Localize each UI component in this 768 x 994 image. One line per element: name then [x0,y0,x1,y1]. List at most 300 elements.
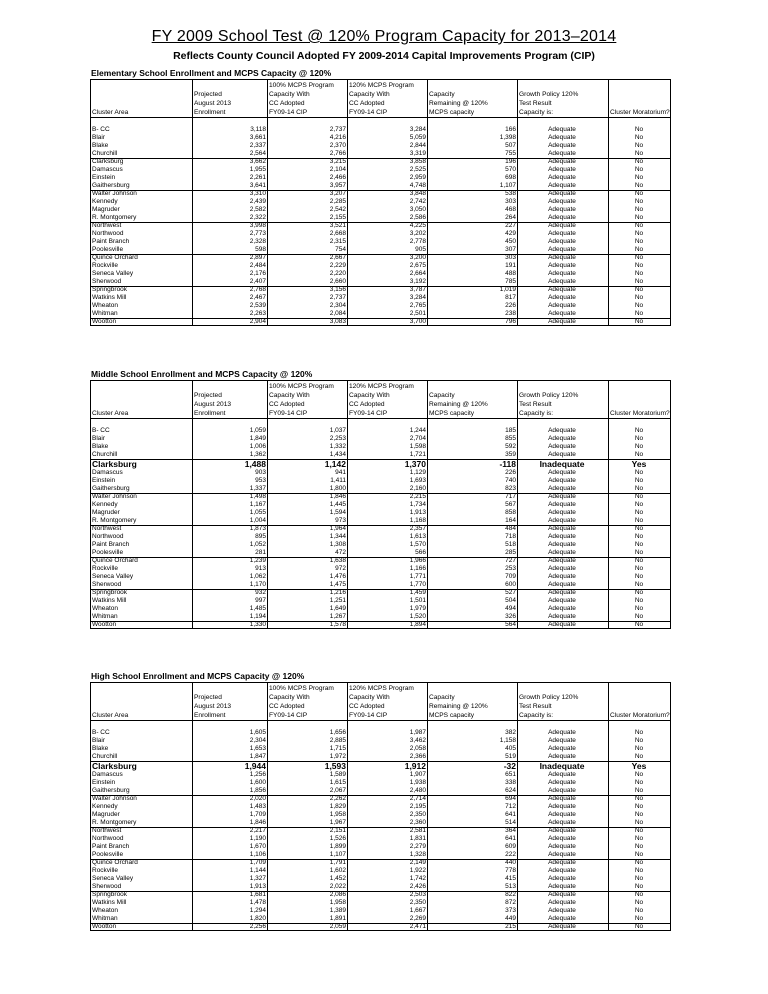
test-result-cell: Adequate [548,859,576,866]
projected-enrollment-cell: 2,304 [249,737,266,744]
cluster-moratorium-cell: No [634,891,644,898]
cluster-moratorium-cell: No [634,254,644,261]
capacity-120-cell: 2,581 [409,827,426,834]
capacity-remaining-cell: 796 [505,318,516,325]
header-line: Growth Policy 120% [519,91,579,98]
capacity-120-cell: 1,168 [409,517,426,524]
capacity-remaining-cell: 264 [505,214,516,221]
middle-school-section [90,368,670,629]
table-row [90,485,670,493]
header-line: FY09-14 CIP [269,410,308,417]
cluster-area-cell: Wheaton [92,605,119,612]
projected-enrollment-cell: 281 [255,549,266,556]
cluster-area-cell: Gaithersburg [92,182,130,189]
cluster-area-cell: Poolesville [92,549,124,556]
capacity-remaining-cell: 359 [505,451,516,458]
cluster-moratorium-cell: No [634,451,644,458]
header-line: Cluster Area [92,712,129,719]
test-result-cell: Adequate [548,294,576,301]
cluster-area-cell: Einstein [92,779,116,786]
cluster-moratorium-cell: Yes [631,761,647,771]
cluster-moratorium-cell: No [634,851,644,858]
capacity-100-cell: 3,215 [329,158,346,165]
header-lines [349,81,426,117]
header-line: August 2013 [194,100,232,107]
test-result-cell: Adequate [548,270,576,277]
projected-enrollment-cell: 1,059 [249,427,266,434]
projected-enrollment-cell: 2,484 [249,262,266,269]
cluster-area-cell: Churchill [92,753,118,760]
capacity-100-cell: 1,972 [329,753,346,760]
cluster-area-cell: Sherwood [92,278,122,285]
capacity-120-cell: 2,426 [409,883,426,890]
capacity-remaining-cell: 651 [505,771,516,778]
capacity-remaining-cell: 641 [505,835,516,842]
capacity-remaining-cell: 449 [505,915,516,922]
cluster-moratorium-cell: No [634,753,644,760]
cluster-area-cell: Magruder [92,206,120,213]
capacity-100-cell: 3,207 [329,190,346,197]
projected-enrollment-cell: 3,118 [250,126,266,133]
header-capacity-100 [267,380,347,418]
projected-enrollment-cell: 2,020 [249,795,266,802]
test-result-cell: Adequate [548,230,576,237]
capacity-remaining-cell: 222 [505,851,516,858]
capacity-120-cell: 1,922 [409,867,426,874]
cluster-area-cell: Watkins Mill [92,597,127,604]
projected-enrollment-cell: 2,768 [249,286,266,293]
table-row [90,581,670,589]
table-bottom-border [90,325,670,326]
cluster-moratorium-cell: No [634,843,644,850]
cluster-area-cell: Rockville [92,262,119,269]
projected-enrollment-cell: 2,337 [249,142,266,149]
cluster-area-cell: Wootton [92,923,117,930]
capacity-remaining-cell: 303 [505,254,516,261]
projected-enrollment-cell: 1,856 [249,787,266,794]
cluster-area-cell: Clarksburg [92,761,137,771]
capacity-100-cell: 2,542 [329,206,346,213]
capacity-120-cell: 3,284 [409,294,426,301]
projected-enrollment-cell: 1,327 [249,875,266,882]
header-lines [429,693,516,720]
capacity-100-cell: 1,791 [329,859,346,866]
table-row [90,883,670,891]
capacity-remaining-cell: 609 [505,843,516,850]
capacity-remaining-cell: 226 [505,469,516,476]
table-row [90,915,670,923]
cluster-moratorium-cell: No [634,485,644,492]
test-result-cell: Adequate [548,875,576,882]
cluster-area-cell: Northwest [92,525,122,532]
test-result-cell: Adequate [548,493,576,500]
header-line: Capacity With [269,91,310,98]
cluster-area-cell: B- CC [92,427,110,434]
table-header [90,682,670,720]
table-row [90,851,670,859]
cluster-moratorium-cell: No [634,729,644,736]
table-row [90,891,670,899]
capacity-100-cell: 1,037 [329,427,346,434]
capacity-100-cell: 2,737 [329,126,346,133]
header-lines [519,391,607,418]
cluster-moratorium-cell: No [634,443,644,450]
test-result-cell: Adequate [548,525,576,532]
projected-enrollment-cell: 1,820 [249,915,266,922]
capacity-120-cell: 2,959 [409,174,426,181]
group-divider [90,795,670,796]
test-result-cell: Adequate [548,427,576,434]
capacity-remaining-cell: 429 [505,230,516,237]
table-row [90,174,670,182]
capacity-remaining-cell: 227 [505,222,516,229]
capacity-100-cell: 1,715 [329,745,346,752]
table-row [90,198,670,206]
test-result-cell: Adequate [548,621,576,628]
projected-enrollment-cell: 2,439 [249,198,266,205]
group-divider [90,222,670,223]
table-row [90,565,670,573]
header-lines [519,693,607,720]
test-result-cell: Adequate [548,158,576,165]
table-row [90,613,670,621]
capacity-120-cell: 4,225 [409,222,426,229]
test-result-cell: Adequate [548,581,576,588]
projected-enrollment-cell: 1,004 [249,517,266,524]
header-lines [194,693,266,720]
high-school-section [90,670,670,931]
capacity-120-cell: 1,770 [409,581,426,588]
header-line: Projected [194,91,222,98]
cluster-area-cell: Kennedy [92,501,118,508]
capacity-100-cell: 2,370 [329,142,346,149]
test-result-cell: Adequate [548,779,576,786]
table-row [90,134,670,142]
group-divider [90,891,670,892]
capacity-120-cell: 2,215 [409,493,426,500]
capacity-100-cell: 1,344 [329,533,346,540]
header-capacity-remaining [427,682,517,720]
cluster-area-cell: Clarksburg [92,158,124,165]
capacity-remaining-cell: 166 [505,126,516,133]
header-capacity-120 [347,380,427,418]
capacity-100-cell: 1,475 [329,581,346,588]
header-cluster-area [90,79,192,117]
capacity-100-cell: 1,964 [329,525,346,532]
table-row [90,835,670,843]
capacity-remaining-cell: 191 [505,262,516,269]
table-row [90,182,670,190]
capacity-remaining-cell: 592 [505,443,516,450]
enrollment-table [90,380,670,629]
table-top-border [90,380,670,381]
header-projected-enrollment [192,79,267,117]
table-row [90,549,670,557]
capacity-120-cell: 2,664 [409,270,426,277]
capacity-remaining-cell: 1,107 [499,182,516,189]
capacity-120-cell: 2,350 [409,899,426,906]
capacity-120-cell: 1,370 [404,459,426,469]
cluster-area-cell: Damascus [92,166,123,173]
table-row [90,597,670,605]
projected-enrollment-cell: 1,485 [249,605,266,612]
capacity-remaining-cell: 450 [505,238,516,245]
capacity-100-cell: 972 [335,565,346,572]
cluster-moratorium-cell: No [634,589,644,596]
cluster-area-cell: R. Montgomery [92,517,137,524]
capacity-120-cell: 1,979 [409,605,426,612]
capacity-120-cell: 2,195 [409,803,426,810]
enrollment-table [90,682,670,931]
test-result-cell: Adequate [548,134,576,141]
projected-enrollment-cell: 2,217 [249,827,266,834]
header-line: MCPS capacity [429,410,475,417]
projected-enrollment-cell: 932 [255,589,266,596]
cluster-moratorium-cell: No [634,198,644,205]
cluster-moratorium-cell: No [634,150,644,157]
projected-enrollment-cell: 2,328 [249,238,266,245]
test-result-cell: Adequate [548,907,576,914]
projected-enrollment-cell: 1,052 [249,541,266,548]
group-divider [90,190,670,191]
capacity-remaining-cell: 196 [505,158,516,165]
capacity-120-cell: 2,357 [409,525,426,532]
projected-enrollment-cell: 1,653 [249,745,266,752]
projected-enrollment-cell: 1,605 [249,729,266,736]
projected-enrollment-cell: 1,955 [249,166,266,173]
table-row [90,190,670,198]
header-line: MCPS capacity [429,712,475,719]
capacity-120-cell: 1,938 [409,779,426,786]
column-divider [670,380,671,629]
cluster-moratorium-cell: No [634,294,644,301]
test-result-cell: Adequate [548,485,576,492]
table-row [90,875,670,883]
test-result-cell: Adequate [548,262,576,269]
header-lines [92,711,191,720]
cluster-moratorium-cell: No [634,509,644,516]
capacity-120-cell: 2,350 [409,811,426,818]
cluster-area-cell: Springbrook [92,589,128,596]
table-row [90,222,670,230]
capacity-120-cell: 3,858 [409,158,426,165]
test-result-cell: Adequate [548,142,576,149]
cluster-moratorium-cell: No [634,835,644,842]
cluster-moratorium-cell: No [634,238,644,245]
capacity-remaining-cell: 338 [505,779,516,786]
projected-enrollment-cell: 1,055 [249,509,266,516]
test-result-cell: Inadequate [539,761,585,771]
header-lines [269,684,346,720]
table-row [90,294,670,302]
header-line: Capacity [429,392,455,399]
projected-enrollment-cell: 1,483 [249,803,266,810]
table-row [90,803,670,811]
capacity-100-cell: 1,829 [329,803,346,810]
table-row [90,246,670,254]
cluster-moratorium-cell: No [634,605,644,612]
header-line: Remaining @ 120% [429,401,488,408]
capacity-100-cell: 1,594 [329,509,346,516]
cluster-area-cell: Blake [92,142,109,149]
capacity-120-cell: 1,894 [409,621,426,628]
capacity-120-cell: 4,748 [409,182,426,189]
test-result-cell: Adequate [548,819,576,826]
header-line: Capacity is: [519,712,554,719]
test-result-cell: Adequate [548,811,576,818]
capacity-100-cell: 2,466 [329,174,346,181]
capacity-remaining-cell: 778 [505,867,516,874]
projected-enrollment-cell: 3,641 [249,182,266,189]
header-bottom-border [90,117,670,118]
capacity-remaining-cell: 285 [505,549,516,556]
capacity-120-cell: 2,675 [409,262,426,269]
capacity-100-cell: 1,656 [329,729,346,736]
cluster-moratorium-cell: No [634,270,644,277]
projected-enrollment-cell: 2,467 [249,294,266,301]
header-line: FY09-14 CIP [349,109,388,116]
cluster-area-cell: Whitman [92,310,118,317]
capacity-remaining-cell: 415 [505,875,516,882]
capacity-120-cell: 3,192 [409,278,426,285]
test-result-cell: Adequate [548,182,576,189]
cluster-area-cell: Damascus [92,469,123,476]
header-line: Capacity With [349,392,390,399]
group-divider [90,254,670,255]
capacity-100-cell: 941 [335,469,346,476]
cluster-moratorium-cell: No [634,126,644,133]
cluster-moratorium-cell: No [634,318,644,325]
cluster-moratorium-cell: No [634,859,644,866]
table-row [90,573,670,581]
projected-enrollment-cell: 1,239 [249,557,266,564]
projected-enrollment-cell: 1,337 [249,485,266,492]
table-row [90,605,670,613]
cluster-moratorium-cell: Yes [631,459,647,469]
capacity-remaining-cell: 822 [505,891,516,898]
header-line: Cluster Moratorium? [610,712,670,719]
header-line: Growth Policy 120% [519,694,579,701]
header-line: 100% MCPS Program [269,685,334,692]
test-result-cell: Adequate [548,190,576,197]
header-line: Test Result [519,401,552,408]
capacity-100-cell: 3,083 [329,318,346,325]
test-result-cell: Adequate [548,867,576,874]
projected-enrollment-cell: 2,539 [249,302,266,309]
capacity-100-cell: 2,285 [329,198,346,205]
capacity-100-cell: 1,452 [329,875,346,882]
cluster-moratorium-cell: No [634,435,644,442]
header-line: Test Result [519,703,552,710]
capacity-120-cell: 2,269 [409,915,426,922]
capacity-remaining-cell: 382 [505,729,516,736]
cluster-moratorium-cell: No [634,310,644,317]
test-result-cell: Adequate [548,613,576,620]
cluster-moratorium-cell: No [634,469,644,476]
capacity-100-cell: 2,668 [329,230,346,237]
header-capacity-120 [347,79,427,117]
cluster-moratorium-cell: No [634,302,644,309]
capacity-120-cell: 1,667 [409,907,426,914]
capacity-100-cell: 4,216 [329,134,346,141]
test-result-cell: Adequate [548,174,576,181]
capacity-remaining-cell: 567 [505,501,516,508]
test-result-cell: Adequate [548,835,576,842]
projected-enrollment-cell: 997 [255,597,266,604]
cluster-moratorium-cell: No [634,477,644,484]
capacity-remaining-cell: 1,158 [499,737,516,744]
test-result-cell: Adequate [548,827,576,834]
capacity-remaining-cell: 238 [505,310,516,317]
capacity-120-cell: 3,848 [409,190,426,197]
table-row [90,286,670,294]
capacity-100-cell: 2,262 [329,795,346,802]
header-line: Capacity With [269,392,310,399]
test-result-cell: Adequate [548,222,576,229]
capacity-remaining-cell: 855 [505,435,516,442]
test-result-cell: Adequate [548,737,576,744]
table-row [90,517,670,525]
capacity-120-cell: 1,501 [409,597,426,604]
projected-enrollment-cell: 913 [255,565,266,572]
cluster-area-cell: Whitman [92,613,118,620]
capacity-remaining-cell: 518 [505,541,516,548]
cluster-area-cell: B- CC [92,729,110,736]
projected-enrollment-cell: 1,681 [249,891,266,898]
capacity-100-cell: 1,967 [329,819,346,826]
cluster-moratorium-cell: No [634,427,644,434]
page-title [0,28,768,46]
group-divider [90,761,670,762]
header-capacity-100 [267,682,347,720]
header-lines [610,711,669,720]
table-header [90,380,670,418]
header-line: 100% MCPS Program [269,82,334,89]
group-divider [90,286,670,287]
test-result-cell: Adequate [548,923,576,930]
table-row [90,761,670,771]
capacity-120-cell: 2,844 [409,142,426,149]
test-result-cell: Adequate [548,771,576,778]
header-cluster-area [90,380,192,418]
cluster-area-cell: Watkins Mill [92,294,127,301]
header-line: 120% MCPS Program [349,383,414,390]
capacity-120-cell: 3,700 [409,318,426,325]
capacity-remaining-cell: 740 [505,477,516,484]
projected-enrollment-cell: 1,873 [249,525,266,532]
cluster-area-cell: Magruder [92,509,120,516]
header-cluster-area [90,682,192,720]
table-row [90,811,670,819]
cluster-moratorium-cell: No [634,899,644,906]
cluster-area-cell: Walter Johnson [92,190,137,197]
capacity-100-cell: 2,315 [329,238,346,245]
capacity-120-cell: 566 [415,549,426,556]
capacity-120-cell: 2,742 [409,198,426,205]
capacity-120-cell: 905 [415,246,426,253]
header-line: Projected [194,392,222,399]
test-result-cell: Adequate [548,254,576,261]
capacity-100-cell: 1,578 [329,621,346,628]
projected-enrollment-cell: 1,170 [249,581,266,588]
capacity-100-cell: 2,229 [329,262,346,269]
group-divider [90,923,670,924]
cluster-area-cell: Blair [92,134,106,141]
cluster-moratorium-cell: No [634,787,644,794]
capacity-remaining-cell: 1,019 [499,286,516,293]
table-row [90,310,670,318]
capacity-100-cell: 1,411 [330,477,346,484]
